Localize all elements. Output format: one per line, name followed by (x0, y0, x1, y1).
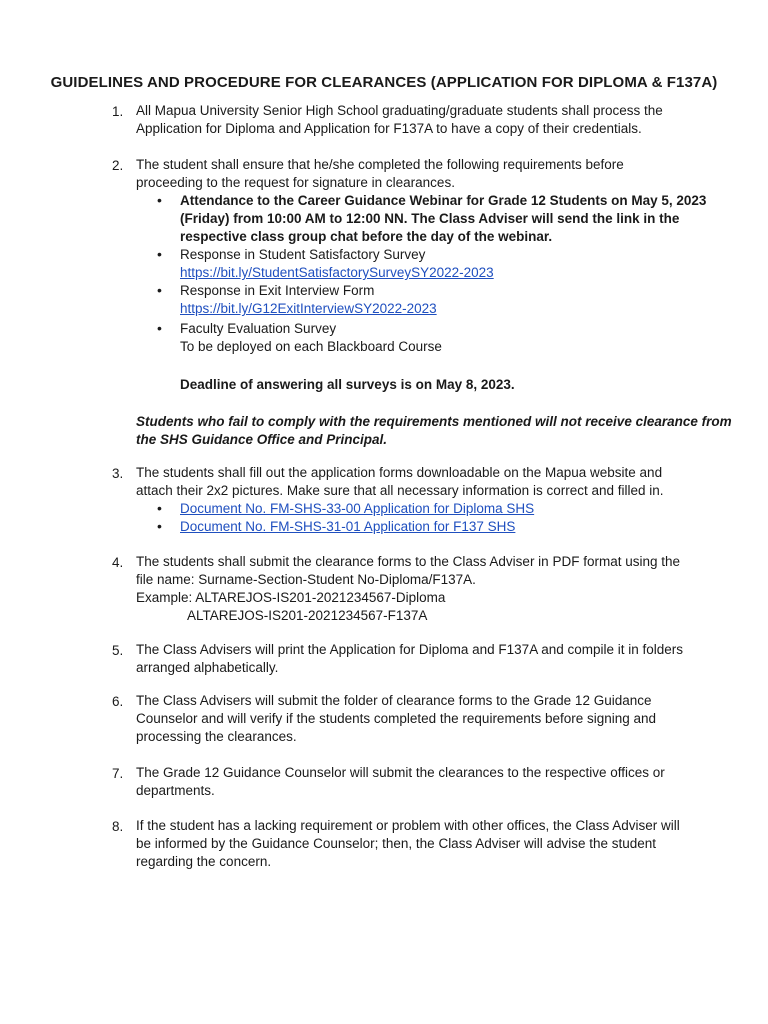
item-6-number: 6. (112, 694, 124, 709)
bullet-icon: • (157, 518, 162, 534)
bullet-label: Response in Exit Interview Form (180, 283, 375, 298)
item-8-number: 8. (112, 819, 124, 834)
bullet-icon: • (157, 320, 162, 336)
bullet-icon: • (157, 500, 162, 516)
compliance-warning (136, 413, 732, 449)
item-1-line: Application for Diploma and Application for F137A to have a copy of their credentials. (136, 121, 642, 136)
item-2-line: proceeding to the request for signature in clearances. (136, 175, 455, 190)
item-5-line: The Class Advisers will print the Application for Diploma and F137A and compile it in folders (136, 642, 684, 657)
bullet-webinar-line: Attendance to the Career Guidance Webinar for Grade 12 Students on May 5, 2023 (180, 193, 707, 208)
bullet-webinar-line: (Friday) from 10:00 AM to 12:00 NN. The Class Adviser will send the link in the (180, 211, 680, 226)
item-4-line: The students shall submit the clearance forms to the Class Adviser in PDF format using the (136, 554, 680, 569)
item-8-line: If the student has a lacking requirement or problem with other offices, the Class Adviser will (136, 818, 680, 833)
bullet-label: Faculty Evaluation Survey (180, 321, 337, 336)
item-7-text (136, 764, 696, 800)
item-1-number: 1. (112, 104, 124, 119)
diploma-form-link[interactable]: Document No. FM-SHS-33-00 Application for Diploma SHS (180, 501, 535, 516)
item-4-line: file name: Surname-Section-Student No-Diploma/F137A. (136, 572, 476, 587)
warning-line: Students who fail to comply with the requirements mentioned will not receive clearance from (136, 414, 732, 429)
item-2-text (136, 156, 696, 192)
item-3-text (136, 464, 696, 500)
item-3-line: The students shall fill out the application forms downloadable on the Mapua website and (136, 465, 663, 480)
item-7-line: departments. (136, 783, 215, 798)
bullet-icon: • (157, 192, 162, 208)
f137-form-link[interactable]: Document No. FM-SHS-31-01 Application for F137 SHS (180, 519, 516, 534)
satisfactory-survey-link[interactable]: https://bit.ly/StudentSatisfactorySurveySY2022-2023 (180, 265, 494, 280)
example-label: Example: ALTAREJOS-IS201-2021234567-Diploma (136, 590, 446, 605)
bullet-icon: • (157, 246, 162, 262)
warning-line: the SHS Guidance Office and Principal. (136, 432, 388, 447)
bullet-sub: To be deployed on each Blackboard Course (180, 339, 442, 354)
item-2-line: The student shall ensure that he/she completed the following requirements before (136, 157, 624, 172)
item-6-text (136, 692, 696, 746)
item-1-line: All Mapua University Senior High School graduating/graduate students shall process the (136, 103, 663, 118)
item-8-line: be informed by the Guidance Counselor; then, the Class Adviser will advise the student (136, 836, 657, 851)
exit-interview-link[interactable]: https://bit.ly/G12ExitInterviewSY2022-2023 (180, 301, 437, 316)
item-6-line: Counselor and will verify if the students completed the requirements before signing and (136, 711, 657, 726)
bullet-faculty-evaluation (180, 320, 680, 356)
item-8-text (136, 817, 696, 871)
bullet-webinar-line: respective class group chat before the day of the webinar. (180, 229, 553, 244)
item-4-number: 4. (112, 555, 124, 570)
item-5-line: arranged alphabetically. (136, 660, 279, 675)
item-7-line: The Grade 12 Guidance Counselor will submit the clearances to the respective offices or (136, 765, 665, 780)
page-title: GUIDELINES AND PROCEDURE FOR CLEARANCES (APPLICATION FOR DIPLOMA & F137A) (50, 74, 718, 91)
bullet-satisfactory-survey (180, 246, 680, 282)
item-1-text (136, 102, 696, 138)
bullet-webinar (180, 192, 707, 246)
item-3-number: 3. (112, 466, 124, 481)
example-second: ALTAREJOS-IS201-2021234567-F137A (187, 608, 428, 623)
item-7-number: 7. (112, 766, 124, 781)
bullet-label: Response in Student Satisfactory Survey (180, 247, 426, 262)
bullet-icon: • (157, 282, 162, 298)
item-8-line: regarding the concern. (136, 854, 272, 869)
item-3-line: attach their 2x2 pictures. Make sure that all necessary information is correct and filled in. (136, 483, 664, 498)
item-4-text (136, 553, 696, 607)
item-6-line: The Class Advisers will submit the folder of clearance forms to the Grade 12 Guidance (136, 693, 652, 708)
item-5-text (136, 641, 696, 677)
survey-deadline: Deadline of answering all surveys is on May 8, 2023. (180, 377, 515, 392)
bullet-exit-interview (180, 282, 680, 318)
item-6-line: processing the clearances. (136, 729, 297, 744)
item-2-number: 2. (112, 158, 124, 173)
item-5-number: 5. (112, 643, 124, 658)
